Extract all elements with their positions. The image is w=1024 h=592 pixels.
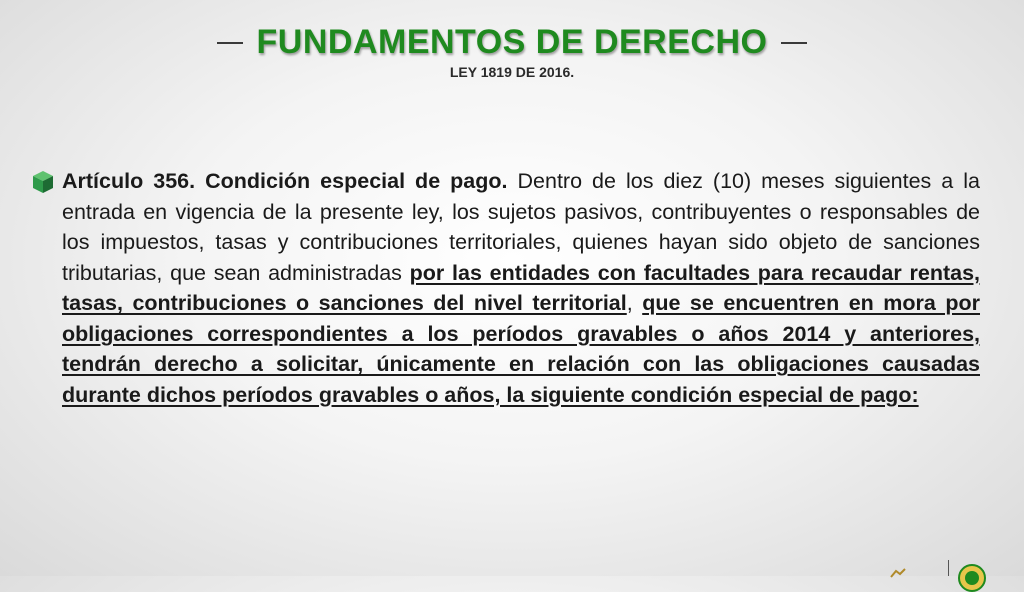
seal-icon bbox=[958, 564, 986, 592]
article-text: Dentro de los diez (10) meses siguientes a la entrada en vigencia de la presente ley, los sujetos pasivos, contribuyentes o responsables de los impuestos, tasas y contribuciones territoriales, quienes hayan sido objeto de sanciones tributarias, que sean administradas bbox=[62, 169, 980, 285]
article-block bbox=[32, 166, 980, 410]
article-underlined-clause-1: por las entidades con facultades para recaudar rentas, tasas, contribuciones o sanciones del nivel territorial bbox=[62, 260, 980, 315]
title-left-dash bbox=[217, 42, 243, 44]
article-paragraph bbox=[62, 166, 980, 410]
footer-divider bbox=[948, 560, 949, 576]
slide-subtitle: LEY 1819 DE 2016. bbox=[449, 64, 575, 80]
cube-icon bbox=[32, 170, 54, 194]
article-heading: Artículo 356. Condición especial de pago. bbox=[62, 169, 508, 193]
article-separator: , bbox=[626, 291, 643, 315]
title-right-dash bbox=[781, 42, 807, 44]
slide-header bbox=[0, 22, 1024, 80]
title-row bbox=[0, 22, 1024, 62]
article-underlined-clause-2: que se encuentren en mora por obligaciones correspondientes a los períodos gravables o años 2014 y anteriores, tendrán derecho a solicitar, únicamente en relación con las obligaciones causadas durante dichos períodos gravables o años, la siguiente condición especial de pago: bbox=[62, 291, 980, 407]
slide-title: FUNDAMENTOS DE DERECHO bbox=[256, 23, 768, 61]
footer-mark-icon bbox=[890, 568, 906, 578]
